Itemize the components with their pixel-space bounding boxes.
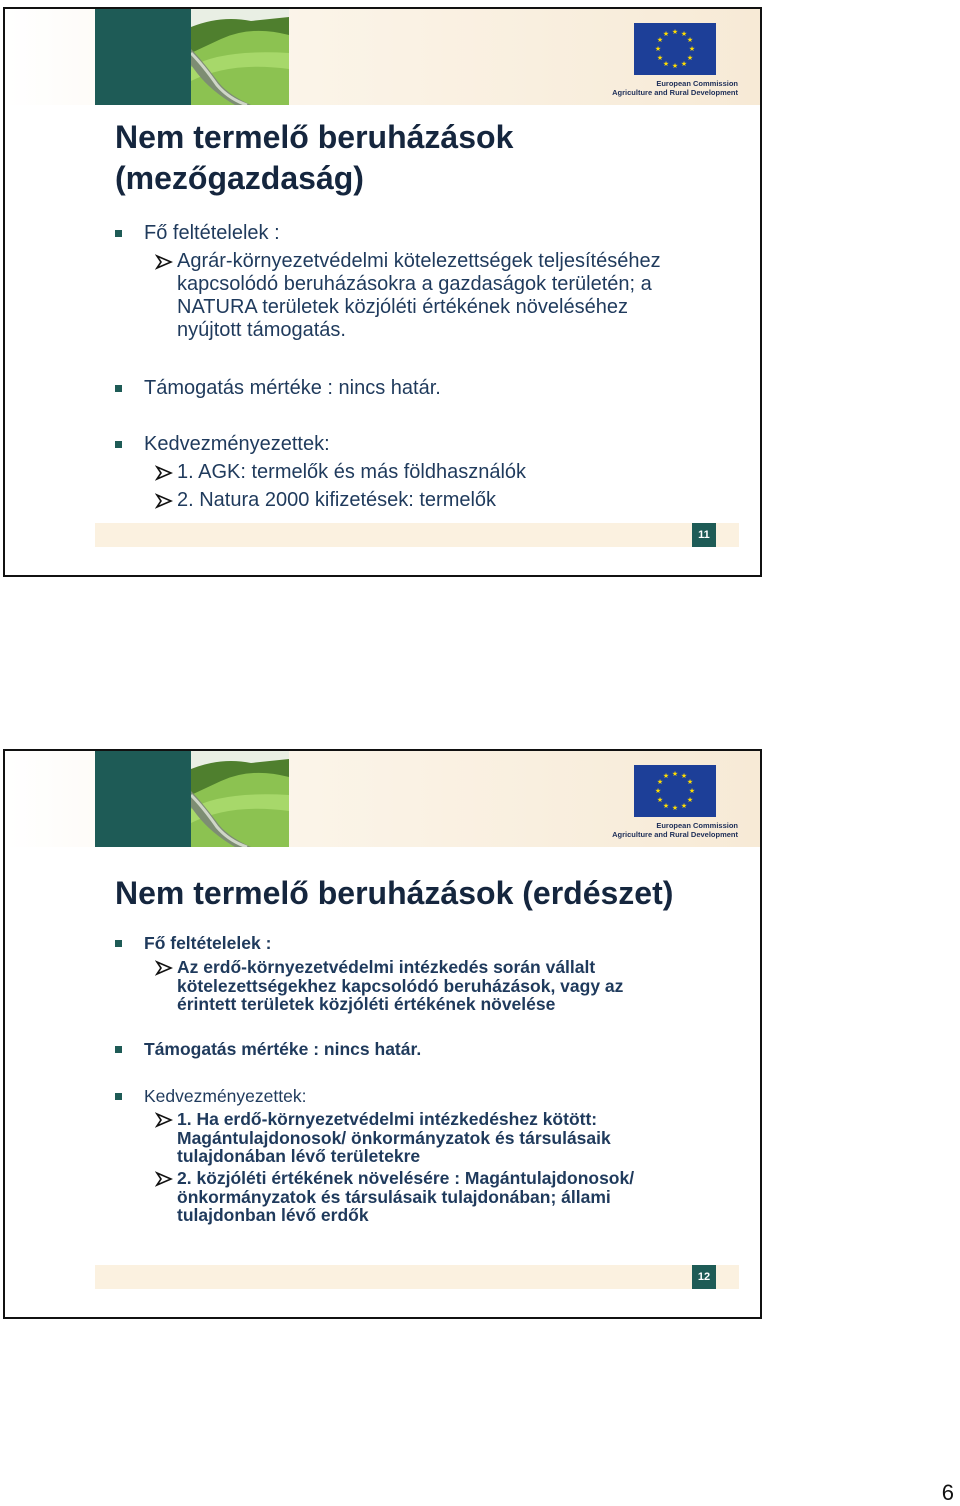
svg-text:★: ★ (680, 802, 688, 810)
square-bullet-icon (115, 940, 122, 947)
sub-text-line: kötelezettségekhez kapcsolódó beruházások, vagy az (177, 975, 624, 996)
bullet-label: Támogatás mértéke : nincs határ. (144, 377, 441, 399)
bullet-label: Fő feltételelek : (144, 933, 272, 953)
sub-text-line: 1. AGK: termelők és más földhasználók (177, 461, 527, 483)
eu-logo-text (612, 79, 738, 97)
sub-text-line: NATURA területek közjóléti értékének növeléséhez (177, 296, 628, 318)
bullet-label: Kedvezményezettek: (144, 1086, 307, 1106)
eu-commission-logo (612, 23, 738, 97)
header-teal-block (95, 9, 191, 105)
header-teal-block (95, 751, 191, 847)
svg-text:★: ★ (680, 30, 688, 38)
svg-text:★: ★ (688, 787, 696, 795)
landscape-image (191, 751, 289, 847)
arrow-bullet-icon (155, 493, 173, 509)
svg-text:★: ★ (686, 54, 694, 62)
sub-text-line: Magántulajdonosok/ önkormányzatok és társulásaik (177, 1127, 611, 1148)
svg-text:★: ★ (671, 62, 679, 70)
svg-text:★: ★ (686, 796, 694, 804)
bullet-label: Támogatás mértéke : nincs határ. (144, 1039, 422, 1059)
svg-text:★: ★ (662, 802, 670, 810)
sub-text-line: Az erdő-környezetvédelmi intézkedés során vállalt (177, 957, 596, 977)
square-bullet-icon (115, 1046, 122, 1053)
eu-logo-line1: European Commission (656, 821, 738, 830)
eu-commission-logo (612, 765, 738, 839)
svg-text:★: ★ (680, 60, 688, 68)
svg-text:★: ★ (656, 796, 664, 804)
slide-title-line2: (mezőgazdaság) (115, 160, 364, 196)
square-bullet-icon (115, 230, 122, 237)
sub-text-line: 2. Natura 2000 kifizetések: termelők (177, 489, 497, 511)
eu-logo-line2: Agriculture and Rural Development (612, 88, 738, 97)
square-bullet-icon (115, 1093, 122, 1100)
bullet-label: Kedvezményezettek: (144, 433, 330, 455)
landscape-image (191, 9, 289, 105)
svg-text:★: ★ (671, 28, 679, 36)
eu-logo-line2: Agriculture and Rural Development (612, 830, 738, 839)
sub-text-line: tulajdonban lévő erdők (177, 1205, 369, 1225)
eu-flag-icon (634, 765, 716, 817)
sub-text-line: tulajdonában lévő területekre (177, 1146, 421, 1166)
sub-text-line: önkormányzatok és társulásaik tulajdonában; állami (177, 1186, 611, 1207)
slide-12 (3, 749, 762, 1319)
svg-text:★: ★ (662, 30, 670, 38)
sub-text-line: érintett területek közjóléti értékének növelése (177, 994, 556, 1014)
svg-text:★: ★ (656, 778, 664, 786)
slide-footer (95, 523, 739, 547)
square-bullet-icon (115, 385, 122, 392)
slide-title (115, 117, 513, 199)
svg-text:★: ★ (656, 54, 664, 62)
svg-text:★: ★ (654, 787, 662, 795)
slide-page-number: 11 (692, 523, 716, 547)
svg-text:★: ★ (656, 36, 664, 44)
eu-flag-icon (634, 23, 716, 75)
sub-text-line: Agrár-környezetvédelmi kötelezettségek teljesítéséhez (177, 250, 661, 272)
svg-text:★: ★ (671, 804, 679, 812)
slide-footer (95, 1265, 739, 1289)
svg-text:★: ★ (686, 778, 694, 786)
svg-text:★: ★ (671, 770, 679, 778)
slide-title: Nem termelő beruházások (erdészet) (115, 875, 674, 911)
arrow-bullet-icon (155, 254, 173, 270)
svg-text:★: ★ (654, 45, 662, 53)
svg-text:★: ★ (662, 772, 670, 780)
svg-text:★: ★ (688, 45, 696, 53)
eu-logo-line1: European Commission (656, 79, 738, 88)
sub-text-line: 1. Ha erdő-környezetvédelmi intézkedéshez kötött: (177, 1109, 598, 1129)
document-page-number: 6 (941, 1480, 954, 1505)
eu-logo-text (612, 821, 738, 839)
arrow-bullet-icon (155, 960, 173, 976)
slide-header (5, 751, 760, 847)
svg-text:★: ★ (662, 60, 670, 68)
arrow-bullet-icon (155, 1112, 173, 1128)
slide-header (5, 9, 760, 105)
bullet-label: Fő feltételelek : (144, 222, 280, 244)
slide-11 (3, 7, 762, 577)
sub-text-line: kapcsolódó beruházásokra a gazdaságok területén; a (177, 273, 652, 295)
slide-page-number: 12 (692, 1265, 716, 1289)
slide-title-line1: Nem termelő beruházások (115, 119, 514, 155)
arrow-bullet-icon (155, 1171, 173, 1187)
svg-text:★: ★ (680, 772, 688, 780)
arrow-bullet-icon (155, 465, 173, 481)
svg-text:★: ★ (686, 36, 694, 44)
sub-text-line: 2. közjóléti értékének növelésére : Magántulajdonosok/ (177, 1168, 635, 1188)
square-bullet-icon (115, 441, 122, 448)
sub-text-line: nyújtott támogatás. (177, 319, 346, 341)
